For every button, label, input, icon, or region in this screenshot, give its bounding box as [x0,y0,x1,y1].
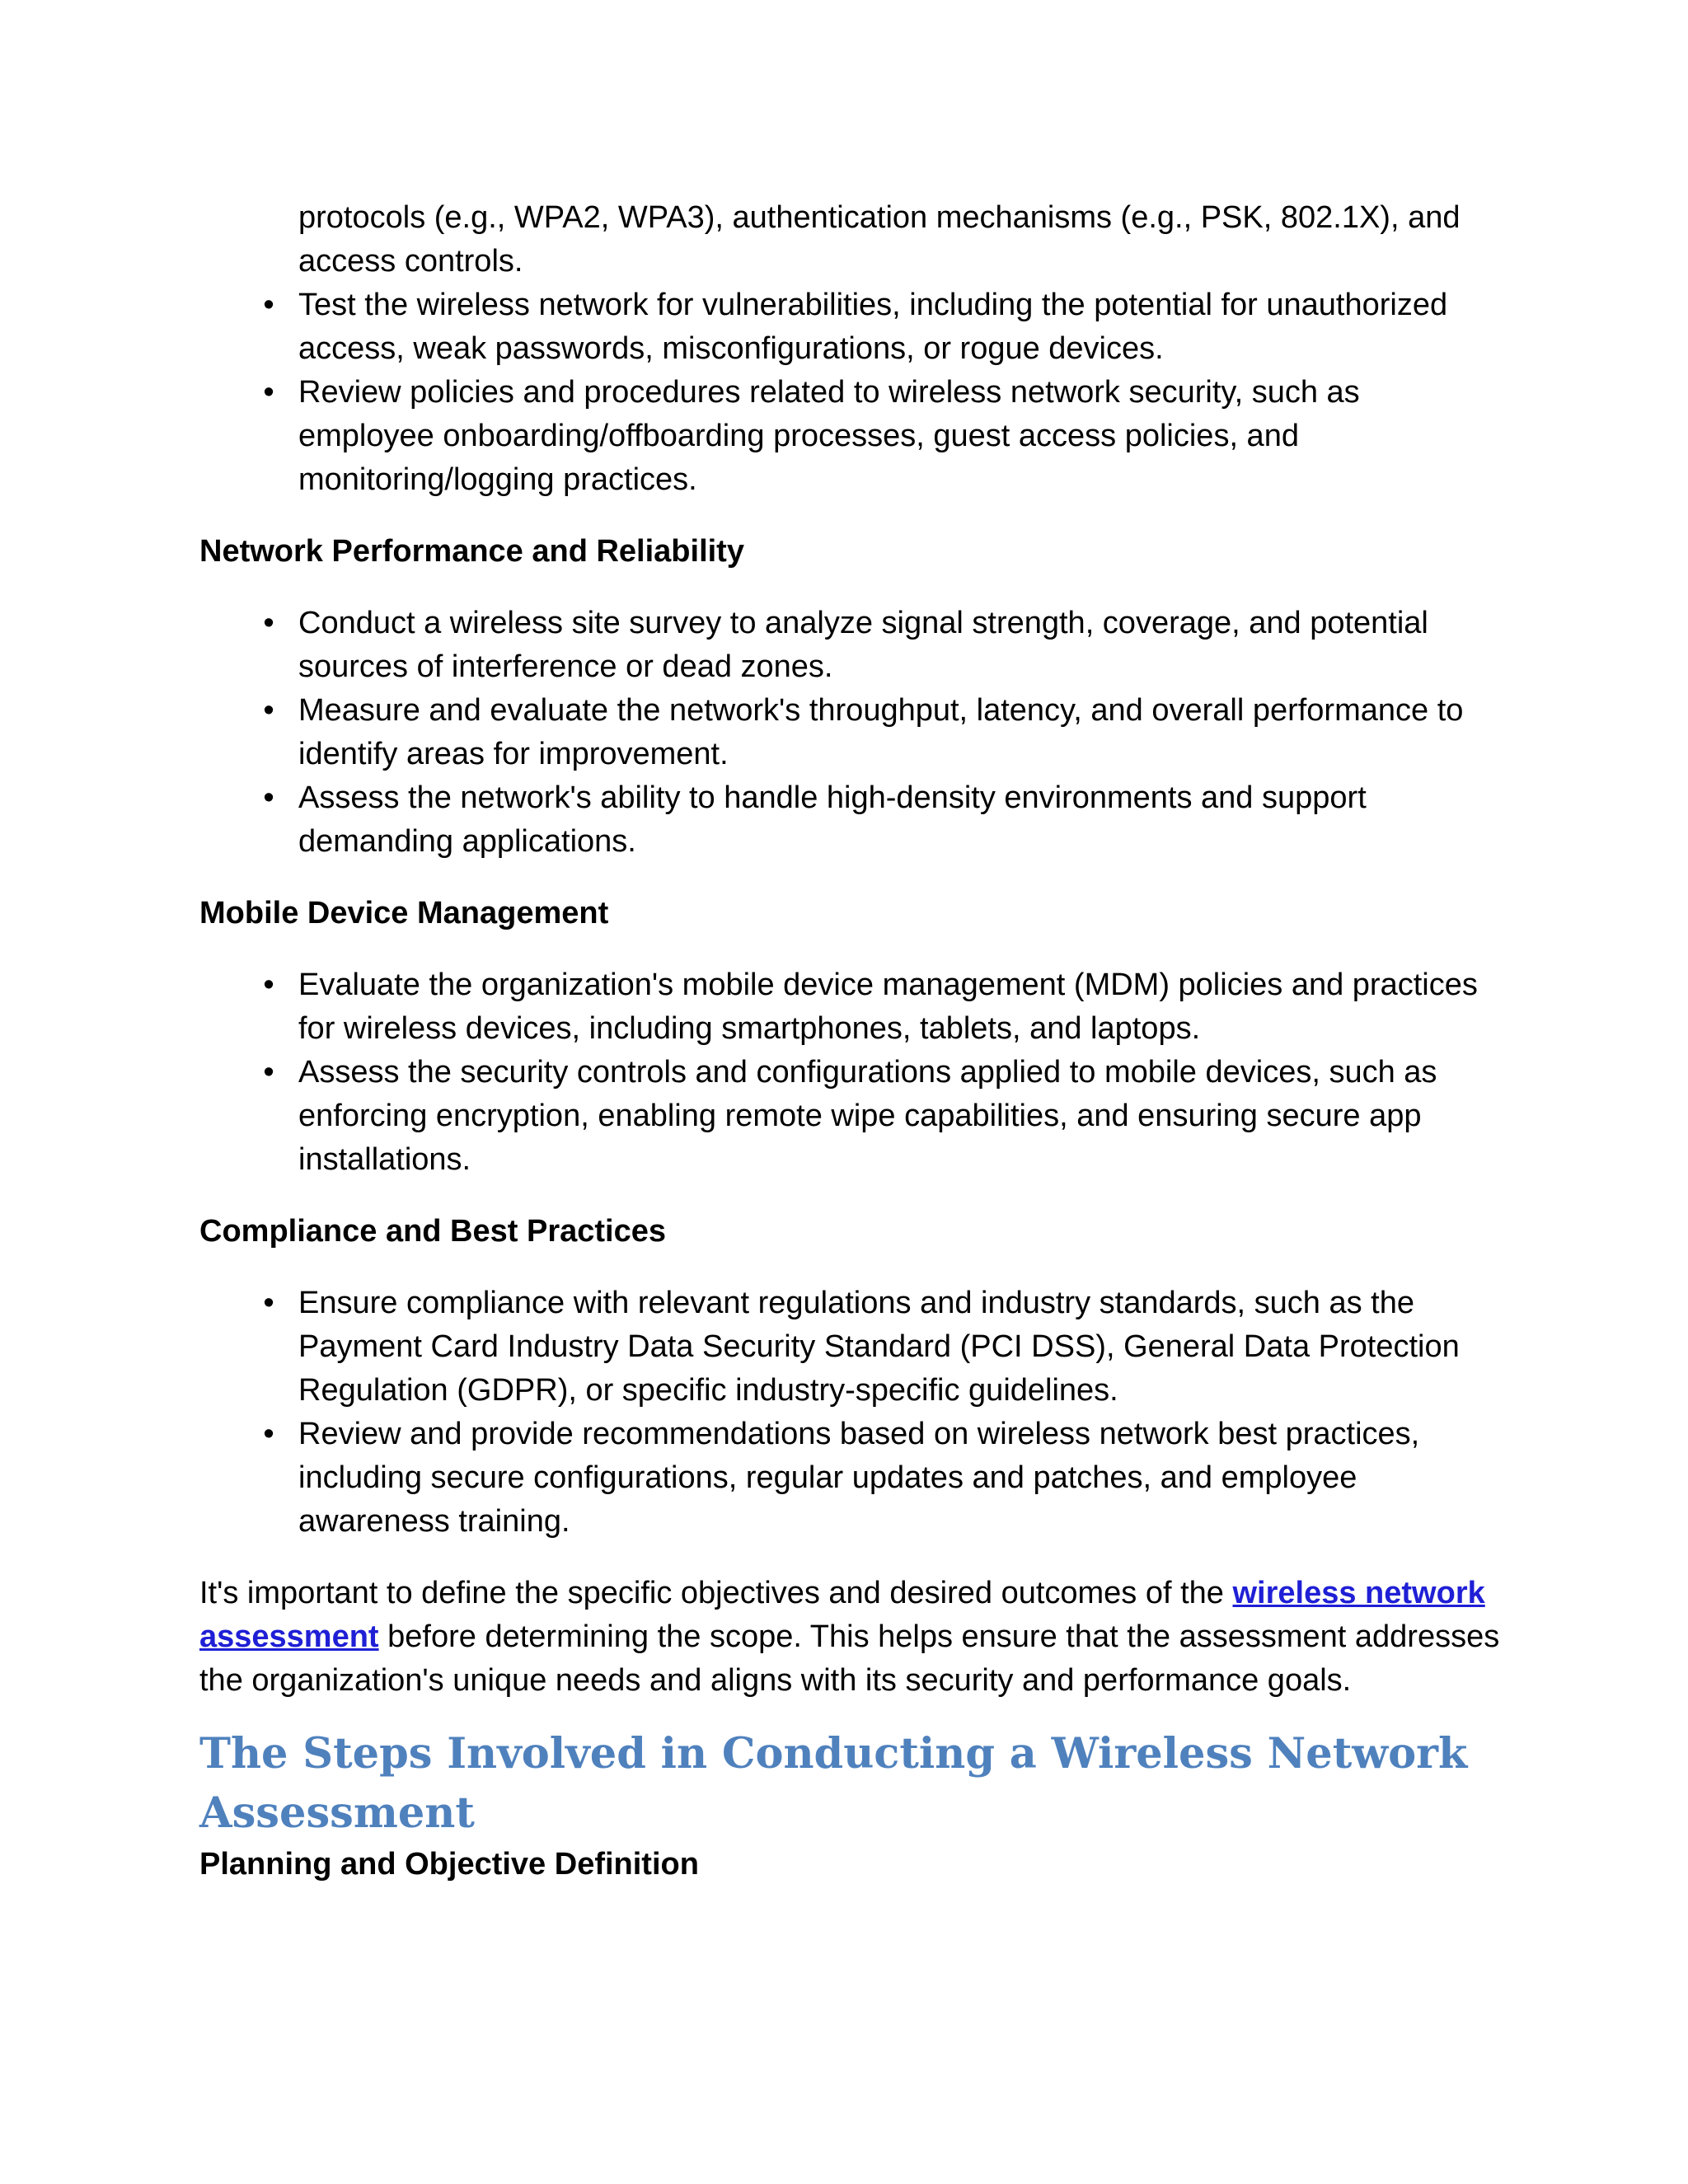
bullet-icon: • [263,1417,274,1451]
section-heading-mdm: Mobile Device Management [199,896,609,930]
list-item-text: Assess the network's ability to handle high-density environments and support demanding applications. [298,780,1367,859]
bullet-icon: • [263,1055,274,1090]
bullet-icon: • [263,693,274,728]
compliance-bullet-list [199,1282,1502,1544]
list-item-text: Measure and evaluate the network's throughput, latency, and overall performance to identify areas for improvement. [298,693,1464,771]
list-item-text: Evaluate the organization's mobile device management (MDM) policies and practices for wireless devices, including smartphones, tablets, and laptops. [298,968,1478,1046]
list-item-text: Assess the security controls and configurations applied to mobile devices, such as enforcing encryption, enabling remote wipe capabilities, and ensuring secure app installations. [298,1055,1437,1177]
bullet-icon: • [263,375,274,410]
list-item [199,689,1502,776]
list-item-text: Review policies and procedures related to wireless network security, such as employee onboarding/offboarding processes, guest access policies, and monitoring/logging practices. [298,375,1360,497]
bullet-icon: • [263,606,274,640]
closing-paragraph [199,1572,1502,1703]
list-item [199,602,1502,689]
bullet-icon: • [263,1286,274,1320]
security-bullet-list [199,284,1502,502]
steps-heading: The Steps Involved in Conducting a Wireless Network Assessment [199,1729,1468,1838]
list-item [199,1413,1502,1544]
list-item [199,371,1502,502]
list-item-text: Test the wireless network for vulnerabilities, including the potential for unauthorized access, weak passwords, misconfigurations, or rogue devices. [298,288,1448,366]
section-heading-performance: Network Performance and Reliability [199,534,744,569]
list-item [199,963,1502,1051]
list-item [199,284,1502,371]
list-item [199,1051,1502,1182]
list-item-text: Review and provide recommendations based on wireless network best practices, including secure configurations, regular updates and patches, and employee awareness training. [298,1417,1420,1539]
performance-bullet-list [199,602,1502,864]
page-content [199,196,1502,1886]
list-item [199,776,1502,864]
bullet-icon: • [263,968,274,1002]
closing-text-before-link: It's important to define the specific objectives and desired outcomes of the [199,1576,1233,1610]
list-item [199,1282,1502,1413]
bullet-icon: • [263,288,274,322]
steps-subheading: Planning and Objective Definition [199,1847,699,1882]
bullet-icon: • [263,780,274,815]
mdm-bullet-list [199,963,1502,1182]
continued-bullet-text: protocols (e.g., WPA2, WPA3), authentication mechanisms (e.g., PSK, 802.1X), and access controls. [298,200,1461,279]
wireless-network-assessment-link[interactable]: wireless network assessment [199,1576,1485,1654]
closing-text-after-link: before determining the scope. This helps ensure that the assessment addresses the organization's unique needs and aligns with its security and performance goals. [199,1619,1500,1698]
list-item-text: Ensure compliance with relevant regulations and industry standards, such as the Payment Card Industry Data Security Standard (PCI DSS), General Data Protection Regulation (GDPR), or specific industry-specific guidelines. [298,1286,1460,1408]
list-item-text: Conduct a wireless site survey to analyze signal strength, coverage, and potential sources of interference or dead zones. [298,606,1428,684]
section-heading-compliance: Compliance and Best Practices [199,1214,666,1249]
